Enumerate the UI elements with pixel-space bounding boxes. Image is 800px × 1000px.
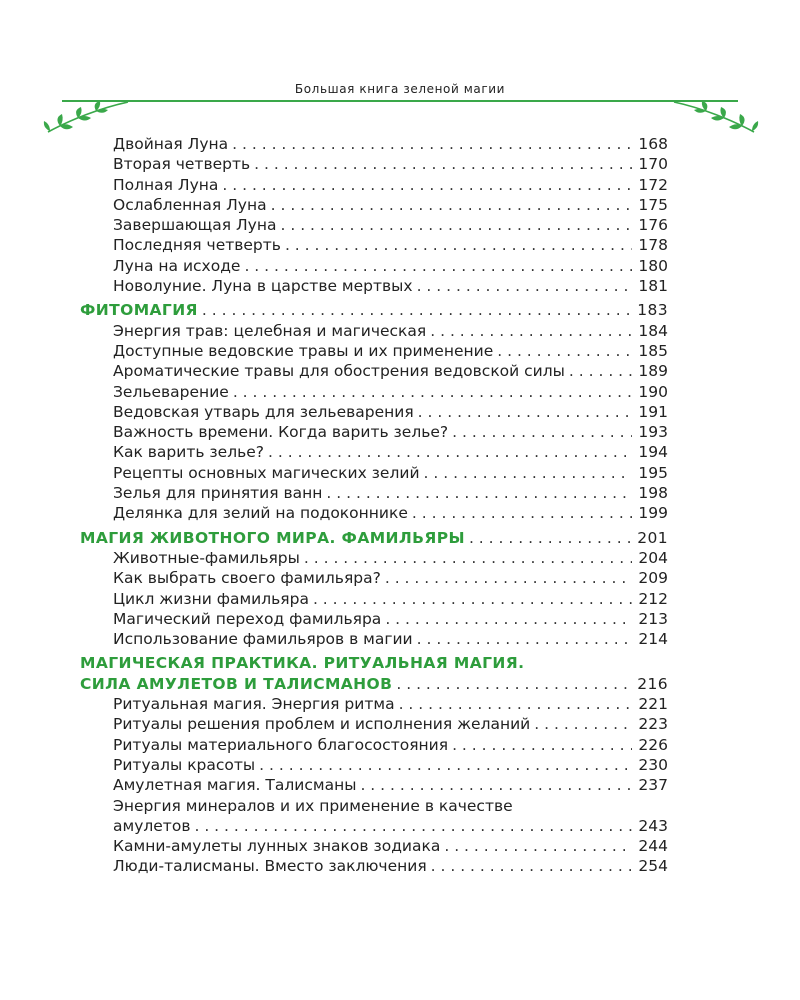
toc-entry-title: Ведовская утварь для зельеварения xyxy=(113,402,414,421)
toc-entry[interactable] xyxy=(80,322,668,342)
leader-dots xyxy=(444,837,632,855)
toc-entry-title: Зельеварение xyxy=(113,382,229,401)
toc-page-number: 199 xyxy=(638,504,668,523)
toc-entry-title: Рецепты основных магических зелий xyxy=(113,463,420,482)
toc-page-number: 209 xyxy=(638,569,668,588)
leader-dots xyxy=(399,695,633,713)
running-header: Большая книга зеленой магии xyxy=(294,82,506,96)
toc-entry-title: Доступные ведовские травы и их применение xyxy=(113,341,494,360)
toc-page-number: 226 xyxy=(638,735,668,754)
toc-entry[interactable] xyxy=(80,362,668,382)
toc-entry[interactable] xyxy=(80,695,668,715)
leader-dots xyxy=(418,403,633,421)
leader-dots xyxy=(304,549,633,567)
toc-entry[interactable] xyxy=(80,464,668,484)
toc-section-title: СИЛА АМУЛЕТОВ И ТАЛИСМАНОВ xyxy=(80,674,393,693)
toc-entry-title: Завершающая Луна xyxy=(113,216,277,235)
toc-entry[interactable] xyxy=(80,216,668,236)
toc-page-number: 216 xyxy=(637,674,668,693)
leader-dots xyxy=(412,504,633,522)
leader-dots xyxy=(452,736,632,754)
toc-entry-title: Амулетная магия. Талисманы xyxy=(113,776,357,795)
toc-section-heading[interactable] xyxy=(80,301,668,321)
toc-page-number: 172 xyxy=(638,175,668,194)
toc-entry[interactable] xyxy=(80,155,668,175)
leader-dots xyxy=(271,196,633,214)
toc-entry-title: амулетов xyxy=(113,816,191,835)
toc-entry-title: Зелья для принятия ванн xyxy=(113,484,323,503)
toc-page-number: 223 xyxy=(638,715,668,734)
toc-entry[interactable] xyxy=(80,857,668,877)
leader-dots xyxy=(280,216,632,234)
toc-entry-title: Ритуальная магия. Энергия ритма xyxy=(113,695,395,714)
leader-dots xyxy=(285,236,632,254)
leader-dots xyxy=(233,383,633,401)
toc-entry-title: Ритуалы материального благосостояния xyxy=(113,735,449,754)
leader-dots xyxy=(497,342,632,360)
toc-page-number: 193 xyxy=(638,423,668,442)
toc-entry[interactable] xyxy=(80,403,668,423)
leader-dots xyxy=(430,322,632,340)
leader-dots xyxy=(431,857,633,875)
toc-entry-title: Луна на исходе xyxy=(113,256,241,275)
leader-dots xyxy=(452,423,632,441)
toc-entry[interactable] xyxy=(80,196,668,216)
toc-page-number: 191 xyxy=(638,402,668,421)
toc-page-number: 178 xyxy=(638,236,668,255)
toc-page-number: 243 xyxy=(638,816,668,835)
leader-dots xyxy=(417,277,633,295)
toc-entry-title: Цикл жизни фамильяра xyxy=(113,589,309,608)
toc-page-number: 181 xyxy=(638,277,668,296)
toc-entry-title: Делянка для зелий на подоконнике xyxy=(113,504,408,523)
toc-entry-title: Энергия трав: целебная и магическая xyxy=(113,321,427,340)
toc-entry-title: Ослабленная Луна xyxy=(113,195,267,214)
right-leaf-sprig-icon xyxy=(672,98,762,138)
toc-entry-title: Камни-амулеты лунных знаков зодиака xyxy=(113,837,441,856)
toc-page-number: 168 xyxy=(638,135,668,153)
toc-entry[interactable] xyxy=(80,342,668,362)
toc-page-number: 214 xyxy=(638,630,668,649)
toc-entry[interactable] xyxy=(80,736,668,756)
leader-dots xyxy=(254,155,632,173)
toc-entry[interactable] xyxy=(80,797,668,817)
toc-entry-title: Использование фамильяров в магии xyxy=(113,630,413,649)
toc-entry[interactable] xyxy=(80,504,668,524)
toc-entry-title: Энергия минералов и их применение в качестве xyxy=(113,796,513,815)
leader-dots xyxy=(244,257,632,275)
toc-page-number: 170 xyxy=(638,155,668,174)
leader-dots xyxy=(202,301,631,319)
toc-section-title: ФИТОМАГИЯ xyxy=(80,301,198,320)
toc-page-number: 190 xyxy=(638,382,668,401)
toc-entry[interactable] xyxy=(80,630,668,650)
leader-dots xyxy=(326,484,632,502)
toc-entry[interactable] xyxy=(80,549,668,569)
leader-dots xyxy=(396,675,631,693)
toc-entry[interactable] xyxy=(80,383,668,403)
toc-entry[interactable] xyxy=(80,756,668,776)
toc-entry-title: Магический переход фамильяра xyxy=(113,609,382,628)
leader-dots xyxy=(259,756,632,774)
toc-entry[interactable] xyxy=(80,257,668,277)
toc-page-number: 176 xyxy=(638,216,668,235)
leader-dots xyxy=(569,362,633,380)
toc-page-number: 180 xyxy=(638,256,668,275)
leader-dots xyxy=(534,715,632,733)
toc-page-number: 184 xyxy=(638,321,668,340)
toc-page-number: 198 xyxy=(638,484,668,503)
toc-entry-continued[interactable] xyxy=(80,817,668,837)
toc-entry[interactable] xyxy=(80,135,668,155)
toc-entry[interactable] xyxy=(80,236,668,256)
toc-entry[interactable] xyxy=(80,176,668,196)
toc-entry[interactable] xyxy=(80,837,668,857)
toc-page-number: 221 xyxy=(638,695,668,714)
toc-page-number: 201 xyxy=(637,528,668,547)
toc-page-number: 244 xyxy=(638,837,668,856)
toc-entry-title: Ритуалы красоты xyxy=(113,755,256,774)
table-of-contents xyxy=(80,135,668,878)
toc-entry-title: Ритуалы решения проблем и исполнения желаний xyxy=(113,715,531,734)
toc-entry-title: Как варить зелье? xyxy=(113,443,265,462)
leader-dots xyxy=(360,776,632,794)
leader-dots xyxy=(385,569,633,587)
toc-entry[interactable] xyxy=(80,776,668,796)
toc-page-number: 185 xyxy=(638,341,668,360)
toc-entry[interactable] xyxy=(80,443,668,463)
toc-entry[interactable] xyxy=(80,423,668,443)
toc-page-number: 195 xyxy=(638,463,668,482)
toc-section-heading[interactable] xyxy=(80,654,668,674)
leader-dots xyxy=(268,443,632,461)
leader-dots xyxy=(424,464,633,482)
toc-page-number: 189 xyxy=(638,362,668,381)
leader-dots xyxy=(222,176,632,194)
toc-section-heading[interactable] xyxy=(80,529,668,549)
toc-entry[interactable] xyxy=(80,610,668,630)
header-rule xyxy=(62,100,738,102)
toc-entry-title: Новолуние. Луна в царстве мертвых xyxy=(113,277,413,296)
toc-entry-title: Важность времени. Когда варить зелье? xyxy=(113,423,449,442)
toc-page-number: 237 xyxy=(638,776,668,795)
toc-entry-title: Последняя четверть xyxy=(113,236,281,255)
toc-page-number: 183 xyxy=(637,301,668,320)
toc-entry-title: Как выбрать своего фамильяра? xyxy=(113,569,381,588)
leader-dots xyxy=(385,610,632,628)
leader-dots xyxy=(417,630,633,648)
toc-entry-title: Полная Луна xyxy=(113,175,219,194)
toc-entry-title: Двойная Луна xyxy=(113,135,229,153)
toc-entry-title: Ароматические травы для обострения ведовской силы xyxy=(113,362,565,381)
toc-entry[interactable] xyxy=(80,484,668,504)
toc-section-heading-continued[interactable] xyxy=(80,675,668,695)
toc-entry-title: Животные-фамильяры xyxy=(113,548,300,567)
left-leaf-sprig-icon xyxy=(40,98,130,138)
toc-page-number: 212 xyxy=(638,589,668,608)
toc-section-title: МАГИЯ ЖИВОТНОГО МИРА. ФАМИЛЬЯРЫ xyxy=(80,528,465,547)
toc-page-number: 194 xyxy=(638,443,668,462)
toc-page-number: 230 xyxy=(638,755,668,774)
toc-section-title: МАГИЧЕСКАЯ ПРАКТИКА. РИТУАЛЬНАЯ МАГИЯ. xyxy=(80,654,525,673)
toc-entry-title: Вторая четверть xyxy=(113,155,251,174)
toc-entry[interactable] xyxy=(80,715,668,735)
toc-page-number: 175 xyxy=(638,195,668,214)
toc-entry[interactable] xyxy=(80,277,668,297)
toc-entry[interactable] xyxy=(80,590,668,610)
leader-dots xyxy=(313,590,632,608)
toc-page-number: 204 xyxy=(638,548,668,567)
toc-page-number: 213 xyxy=(638,609,668,628)
toc-page-number: 254 xyxy=(638,857,668,876)
toc-entry-title: Люди-талисманы. Вместо заключения xyxy=(113,857,427,876)
leader-dots xyxy=(232,135,632,153)
leader-dots xyxy=(469,529,631,547)
leader-dots xyxy=(194,817,632,835)
toc-entry[interactable] xyxy=(80,569,668,589)
